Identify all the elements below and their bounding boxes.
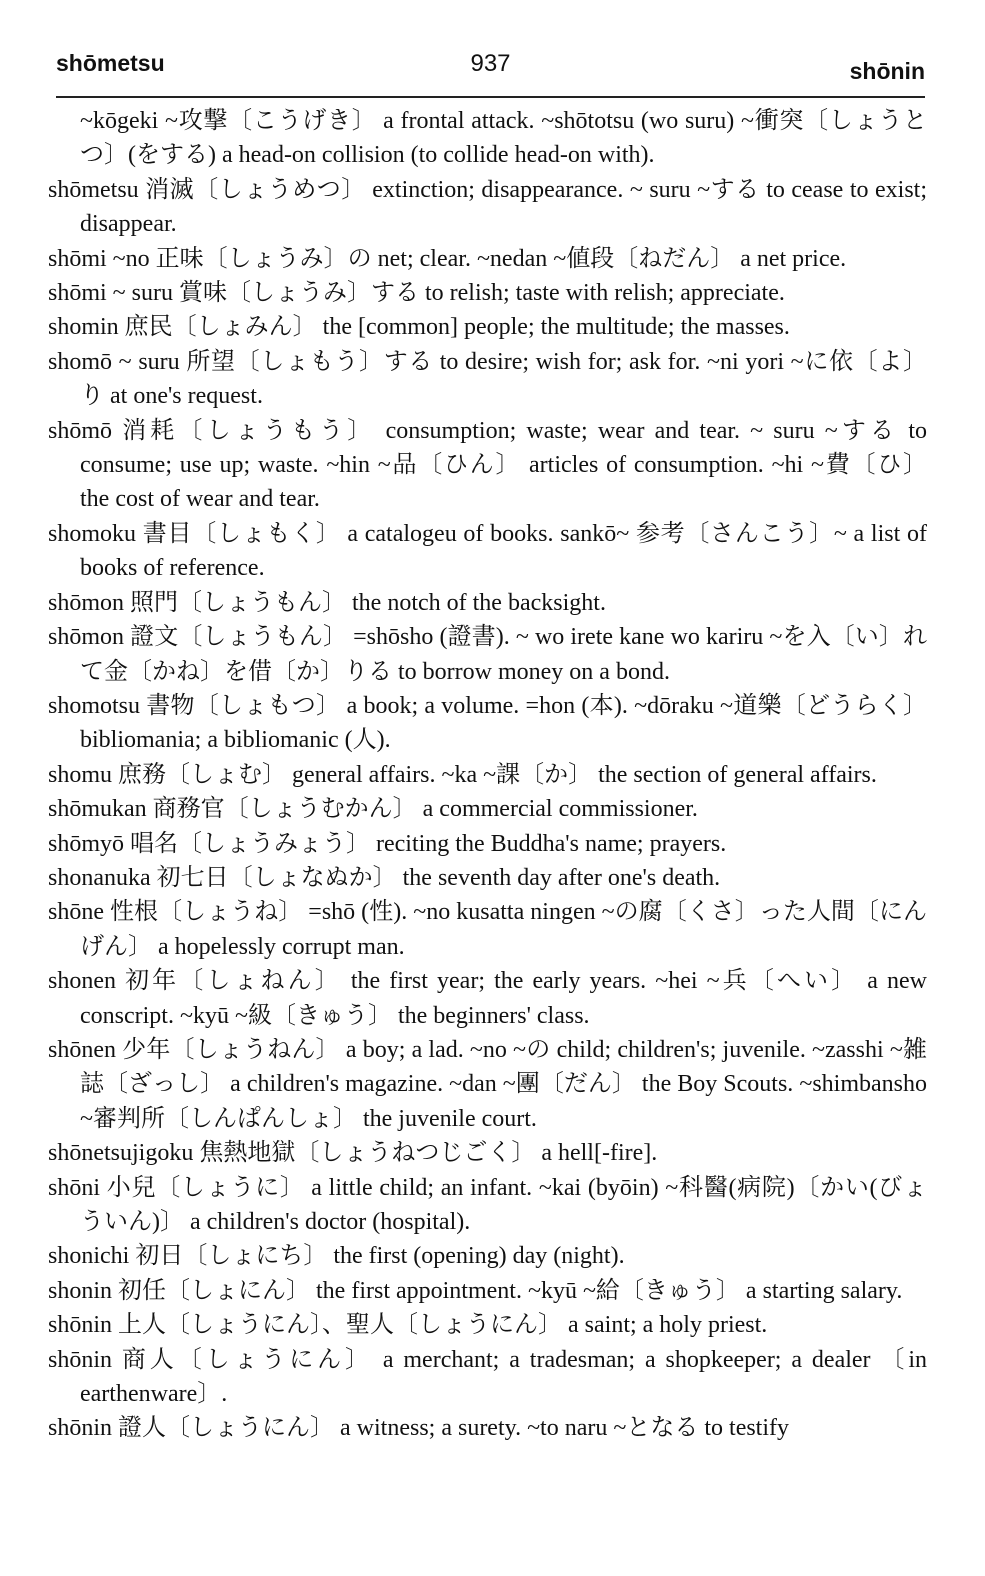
dictionary-entry: shonanuka 初七日〔しょなぬか〕 the seventh day after one's death. <box>48 864 721 891</box>
dictionary-entry: shōmon 證文〔しょうもん〕 =shōsho (證書). ~ wo irete kane wo kariru ~を入〔い〕れて金〔かね〕を借〔か〕りる to borrow money on a bond. <box>48 624 927 685</box>
guide-word-left: shōmetsu <box>56 50 165 76</box>
dictionary-entry: shomoku 書目〔しょもく〕 a catalogeu of books. sankō~ 参考〔さんこう〕~ a list of books of reference. <box>48 520 927 582</box>
dictionary-entry: shōne 性根〔しょうね〕 =shō (性). ~no kusatta ningen ~の腐〔くさ〕った人間〔にんげん〕 a hopelessly corrupt man. <box>48 899 927 960</box>
dictionary-entry: shomotsu 書物〔しょもつ〕 a book; a volume. =hon (本). ~dōraku ~道樂〔どうらく〕 bibliomania; a bibliomanic (人). <box>48 692 927 754</box>
dictionary-entry: shōnetsujigoku 焦熱地獄〔しょうねつじごく〕 a hell[-fire]. <box>48 1140 658 1167</box>
dictionary-entry: shomu 庶務〔しょむ〕 general affairs. ~ka ~課〔か〕 the section of general affairs. <box>48 761 877 788</box>
dictionary-entry: shomō ~ suru 所望〔しょもう〕する to desire; wish for; ask for. ~ni yori ~に依〔よ〕り at one's request. <box>48 348 927 410</box>
dictionary-entry: shomin 庶民〔しょみん〕 the [common] people; the multitude; the masses. <box>48 314 790 341</box>
dictionary-entry: shōmi ~no 正味〔しょうみ〕の net; clear. ~nedan ~値段〔ねだん〕 a net price. <box>48 245 847 272</box>
dictionary-entry: shōnin 證人〔しょうにん〕 a witness; a surety. ~to naru ~となる to testify <box>48 1415 790 1442</box>
dictionary-entry: shōmō 消耗〔しょうもう〕 consumption; waste; wear and tear. ~ suru ~する to consume; use up; waste. ~hin ~品〔ひん〕 articles of consumption. ~hi ~費〔ひ〕 the cost of wear and tear. <box>48 417 927 513</box>
dictionary-entry: shonin 初任〔しょにん〕 the first appointment. ~kyū ~給〔きゅう〕 a starting salary. <box>48 1277 903 1304</box>
dictionary-entry: shōmon 照門〔しょうもん〕 the notch of the backsight. <box>48 589 606 616</box>
dictionary-entry: shōmyō 唱名〔しょうみょう〕 reciting the Buddha's name; prayers. <box>48 830 727 857</box>
dictionary-entry: shōmi ~ suru 賞味〔しょうみ〕する to relish; taste with relish; appreciate. <box>48 280 785 307</box>
dictionary-entry: shōmukan 商務官〔しょうむかん〕 a commercial commissioner. <box>48 796 698 823</box>
entry-continuation: ~kōgeki ~攻撃〔こうげき〕 a frontal attack. ~shōtotsu (wo suru) ~衝突〔しょうとつ〕(をする) a head-on collision (to collide head-on with). <box>80 108 927 169</box>
dictionary-entry: shonichi 初日〔しょにち〕 the first (opening) day (night). <box>48 1243 625 1270</box>
dictionary-entry: shōnin 商人〔しょうにん〕 a merchant; a tradesman; a shopkeeper; a dealer 〔in earthenware〕. <box>48 1346 927 1408</box>
page-number: 937 <box>470 50 511 77</box>
dictionary-entry: shōnen 少年〔しょうねん〕 a boy; a lad. ~no ~の child; children's; juvenile. ~zasshi ~雑誌〔ざっし〕 a children's magazine. ~dan ~團〔だん〕 the Boy Scouts. ~shimbansho ~審判所〔しんぱんしょ〕 the juvenile court. <box>48 1036 927 1132</box>
dictionary-entry: shonen 初年〔しょねん〕 the first year; the early years. ~hei ~兵〔へい〕 a new conscript. ~kyū ~級〔きゅう〕 the beginners' class. <box>48 968 927 1029</box>
dictionary-entries <box>48 104 927 1446</box>
dictionary-entry: shōnin 上人〔しょうにん〕、聖人〔しょうにん〕 a saint; a holy priest. <box>48 1312 768 1339</box>
guide-word-right: shōnin <box>849 58 925 84</box>
dictionary-entry: shōni 小兒〔しょうに〕 a little child; an infant. ~kai (byōin) ~科醫(病院)〔かい(びょういん)〕 a children's doctor (hospital). <box>48 1174 927 1235</box>
dictionary-entry: shōmetsu 消滅〔しょうめつ〕 extinction; disappearance. ~ suru ~する to cease to exist; disappear. <box>48 176 927 238</box>
page-header <box>56 46 925 98</box>
